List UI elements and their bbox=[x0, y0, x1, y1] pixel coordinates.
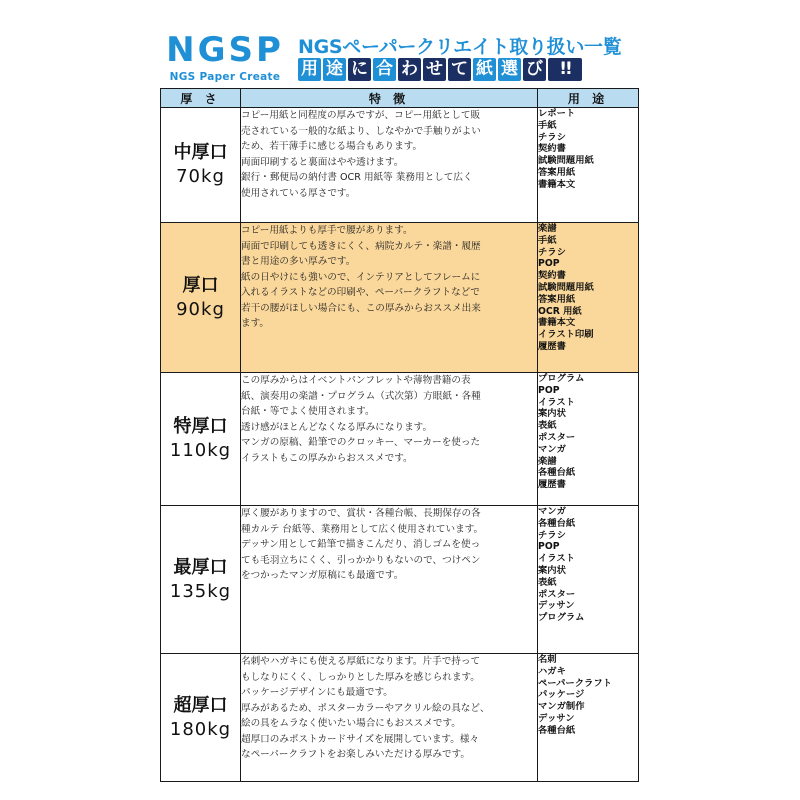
use-item: 各種台紙 bbox=[538, 467, 576, 479]
features-cell bbox=[241, 654, 538, 782]
use-item: ハガキ bbox=[538, 665, 566, 677]
use-item: 名刺 bbox=[538, 654, 557, 665]
paper-name: 最厚口 bbox=[173, 556, 228, 578]
feature-line: ます。 bbox=[241, 318, 270, 329]
feature-line: 種カルテ 台紙等、業務用として広く使用されています。 bbox=[241, 523, 484, 535]
feature-line: 入れるイラストなどの印刷や、ペーパークラフトなどで bbox=[241, 287, 480, 298]
feature-line: 台紙・等でよく使用されます。 bbox=[241, 406, 375, 417]
paper-weight: 70kg bbox=[176, 166, 225, 187]
feature-line: ため、若干薄手に感じる場合もあります。 bbox=[241, 141, 423, 152]
use-item: 書籍本文 bbox=[538, 317, 576, 329]
table-row bbox=[161, 373, 639, 506]
header-features: 特 徴 bbox=[241, 89, 538, 108]
tagline-char: て bbox=[448, 58, 471, 81]
use-item: 手紙 bbox=[538, 119, 557, 131]
table-row bbox=[161, 223, 639, 373]
use-item: デッサン bbox=[538, 712, 575, 724]
use-item: 案内状 bbox=[538, 564, 566, 576]
use-item: 表紙 bbox=[538, 576, 557, 588]
feature-line: 厚く腰がありますので、賞状・各種台帳、長期保存の各 bbox=[241, 508, 481, 519]
use-item: 楽譜 bbox=[538, 455, 557, 467]
use-item: イラスト bbox=[538, 553, 575, 565]
use-item: 表紙 bbox=[538, 420, 557, 432]
feature-line: イラストもこの厚みからおススメです。 bbox=[241, 452, 413, 464]
table-row bbox=[161, 108, 639, 223]
use-item: ペーパークラフト bbox=[538, 677, 612, 689]
paper-weight: 90kg bbox=[176, 298, 225, 320]
features-cell bbox=[241, 108, 538, 223]
thickness-cell bbox=[161, 654, 241, 782]
use-item: パッケージ bbox=[538, 689, 585, 701]
use-item: 契約書 bbox=[538, 143, 566, 155]
page-title: NGSペーパークリエイト取り扱い一覧 bbox=[298, 36, 622, 58]
use-item: 試験問題用紙 bbox=[538, 155, 594, 167]
tagline bbox=[298, 58, 582, 81]
feature-line: コピー用紙と同程度の厚みですが、コピー用紙として販 bbox=[241, 110, 481, 121]
feature-line: なペーパークラフトをお楽しみいただける厚みです。 bbox=[241, 749, 471, 760]
use-item: マンガ bbox=[538, 506, 566, 517]
use-item: 楽譜 bbox=[538, 223, 557, 234]
feature-line: 紙の日やけにも強いので、インテリアとしてフレームに bbox=[241, 271, 481, 283]
thickness-cell bbox=[161, 108, 241, 223]
feature-line: コピー用紙よりも厚手で腰があります。 bbox=[241, 225, 413, 236]
thickness-cell bbox=[161, 373, 241, 506]
feature-line: 超厚口のみポストカードサイズを展開しています。様々 bbox=[241, 733, 480, 745]
paper-weight: 110kg bbox=[169, 440, 232, 461]
tagline-char: 紙 bbox=[473, 58, 496, 81]
use-item: 手紙 bbox=[538, 234, 557, 246]
use-item: 履歴書 bbox=[538, 340, 566, 352]
use-item: プログラム bbox=[538, 373, 585, 384]
use-item: レポート bbox=[538, 108, 576, 119]
use-item: チラシ bbox=[538, 131, 566, 143]
use-item: ポスター bbox=[538, 588, 576, 600]
feature-line: デッサン用として鉛筆で描きこんだり、消しゴムを使っ bbox=[241, 539, 481, 550]
logo-subtitle: NGS Paper Create bbox=[169, 71, 281, 83]
use-item: 書籍本文 bbox=[538, 178, 576, 190]
paper-name: 超厚口 bbox=[173, 694, 228, 716]
feature-line: この厚みからはイベントパンフレットや薄物書籍の表 bbox=[241, 375, 471, 386]
use-item: マンガ bbox=[538, 443, 566, 455]
paper-name: 中厚口 bbox=[173, 142, 228, 163]
logo-text: NGSP bbox=[166, 30, 284, 70]
use-item: 答案用紙 bbox=[538, 166, 576, 178]
use-item: プログラム bbox=[538, 612, 585, 624]
table-row bbox=[161, 654, 639, 782]
use-item: POP bbox=[538, 384, 560, 396]
use-item: 試験問題用紙 bbox=[538, 281, 594, 293]
feature-line: をつかったマンガ原稿にも最適です。 bbox=[241, 570, 404, 581]
tagline-char: 合 bbox=[373, 58, 396, 81]
tagline-char: 途 bbox=[323, 58, 346, 81]
brand-logo bbox=[160, 30, 290, 84]
use-item: デッサン bbox=[538, 600, 575, 612]
paper-name: 厚口 bbox=[182, 274, 219, 296]
paper-weight: 135kg bbox=[169, 580, 232, 602]
thickness-cell bbox=[161, 506, 241, 654]
tagline-char: !! bbox=[548, 58, 582, 81]
feature-line: パッケージデザインにも最適です。 bbox=[241, 687, 393, 698]
tagline-char: せ bbox=[423, 58, 446, 81]
paper-weight: 180kg bbox=[169, 718, 232, 740]
feature-line: 絵の具をムラなく使いたい場合にもおススメです。 bbox=[241, 718, 461, 729]
feature-line: 両面印刷すると裏面はやや透けます。 bbox=[241, 156, 404, 168]
feature-line: ても毛羽立ちにくく、引っかかりもないので、つけペン bbox=[241, 554, 481, 566]
feature-line: もしなりにくく、しっかりとした厚みを感じられます。 bbox=[241, 671, 480, 683]
use-item: マンガ制作 bbox=[538, 701, 585, 713]
feature-line: マンガの原稿、鉛筆でのクロッキー、マーカーを使った bbox=[241, 437, 481, 448]
tagline-char: わ bbox=[398, 58, 421, 81]
tagline-char: 選 bbox=[498, 58, 521, 81]
use-item: 答案用紙 bbox=[538, 293, 576, 305]
use-item: イラスト bbox=[538, 396, 575, 408]
feature-line: 若干の腰がほしい場合にも、この厚みからおススメ出来 bbox=[241, 302, 481, 314]
features-cell bbox=[241, 506, 538, 654]
uses-cell bbox=[538, 223, 639, 373]
header-uses: 用 途 bbox=[538, 89, 639, 108]
use-item: 案内状 bbox=[538, 408, 566, 420]
feature-line: 書と用途の多い厚みです。 bbox=[241, 256, 356, 267]
feature-line: 売されている一般的な紙より、しなやかで手触りがよい bbox=[241, 125, 481, 137]
features-cell bbox=[241, 373, 538, 506]
use-item: 各種台紙 bbox=[538, 724, 576, 736]
use-item: 履歴書 bbox=[538, 479, 566, 491]
use-item: チラシ bbox=[538, 246, 566, 258]
feature-line: 銀行・郵便局の納付書 OCR 用紙等 業務用として広く bbox=[241, 172, 473, 183]
feature-line: 透け感がほとんどなくなる厚みになります。 bbox=[241, 421, 433, 433]
paper-name: 特厚口 bbox=[173, 416, 228, 437]
use-item: チラシ bbox=[538, 529, 566, 541]
table-header-row bbox=[161, 89, 639, 108]
feature-line: 厚みがあるため、ポスターカラーやアクリル絵の具など、 bbox=[241, 702, 490, 714]
table-row bbox=[161, 506, 639, 654]
tagline-char: 用 bbox=[298, 58, 321, 81]
use-item: OCR 用紙 bbox=[538, 305, 582, 317]
paper-table bbox=[160, 88, 639, 782]
uses-cell bbox=[538, 506, 639, 654]
tagline-char: に bbox=[348, 58, 371, 81]
use-item: POP bbox=[538, 258, 560, 270]
features-cell bbox=[241, 223, 538, 373]
feature-line: 紙、演奏用の楽譜・プログラム（式次第）方眼紙・各種 bbox=[241, 390, 481, 402]
use-item: 契約書 bbox=[538, 270, 566, 282]
use-item: 各種台紙 bbox=[538, 517, 576, 529]
uses-cell bbox=[538, 654, 639, 782]
header-thickness: 厚 さ bbox=[161, 89, 241, 108]
use-item: POP bbox=[538, 541, 560, 553]
uses-cell bbox=[538, 108, 639, 223]
feature-line: 名刺やハガキにも使える厚紙になります。片手で持って bbox=[241, 656, 481, 667]
feature-line: 使用されている厚さです。 bbox=[241, 187, 356, 199]
feature-line: 両面で印刷しても透きにくく、病院カルテ・楽譜・履歴 bbox=[241, 240, 481, 252]
tagline-char: び bbox=[523, 58, 546, 81]
use-item: イラスト印刷 bbox=[538, 329, 594, 341]
use-item: ポスター bbox=[538, 431, 576, 443]
uses-cell bbox=[538, 373, 639, 506]
thickness-cell bbox=[161, 223, 241, 373]
